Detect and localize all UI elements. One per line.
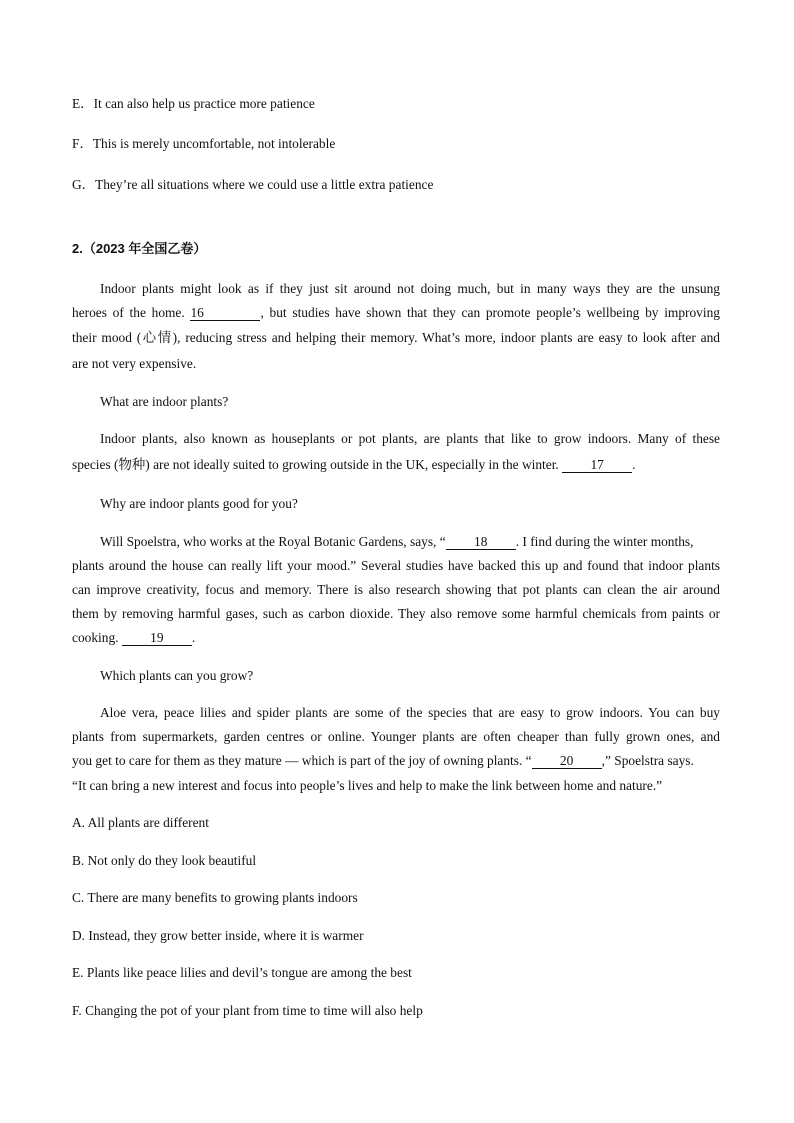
option-text: This is merely uncomfortable, not intolerable <box>92 136 336 151</box>
blank-19[interactable]: 19 <box>122 631 192 646</box>
passage-line: Indoor plants might look as if they just sit around not doing much, but in many ways they are the unsung <box>100 281 720 296</box>
option-text: They’re all situations where we could use a little extra patience <box>95 177 434 192</box>
passage-line: can improve creativity, focus and memory. There is also research showing that pot plants can clean the air around <box>72 582 720 597</box>
option-b: B. Not only do they look beautiful <box>72 853 257 868</box>
option-d: D. Instead, they grow better inside, where it is warmer <box>72 928 364 943</box>
passage-line: them by removing harmful gases, such as carbon dioxide. They also remove some harmful chemicals from paints or <box>72 606 720 621</box>
passage-line: you get to care for them as they mature — which is part of the joy of owning plants. “ 20 ,” Spoelstra says. <box>72 753 694 768</box>
passage-line: Will Spoelstra, who works at the Royal Botanic Gardens, says, “ 18 . I find during the winter months, <box>100 534 694 549</box>
question-heading <box>72 240 206 258</box>
passage-line: plants around the house can really lift your mood.” Several studies have backed this up and found that indoor plants <box>72 558 720 573</box>
blank-16[interactable]: 16 <box>190 306 260 321</box>
passage-line: Aloe vera, peace lilies and spider plants are some of the species that are easy to grow indoors. You can buy <box>100 705 720 720</box>
prev-option-e <box>72 95 315 113</box>
option-f: F. Changing the pot of your plant from time to time will also help <box>72 1003 423 1018</box>
blank-20[interactable]: 20 <box>532 754 602 769</box>
blank-17[interactable]: 17 <box>562 458 632 473</box>
passage-line: Indoor plants, also known as houseplants or pot plants, are plants that like to grow indoors. Many of these <box>100 431 720 446</box>
prev-option-f <box>72 135 335 153</box>
blank-18[interactable]: 18 <box>446 535 516 550</box>
option-letter: F． <box>72 136 93 151</box>
passage-line: are not very expensive. <box>72 356 197 371</box>
option-a: A. All plants are different <box>72 815 209 830</box>
option-text: It can also help us practice more patience <box>93 96 315 111</box>
passage-line: species (物种) are not ideally suited to growing outside in the UK, especially in the winter. 17 . <box>72 457 636 472</box>
option-c: C. There are many benefits to growing plants indoors <box>72 890 358 905</box>
passage-line: heroes of the home. 16 , but studies have shown that they can promote people’s wellbeing by improving <box>72 305 720 320</box>
passage-line: cooking. 19 . <box>72 630 196 645</box>
option-e: E. Plants like peace lilies and devil’s tongue are among the best <box>72 965 412 980</box>
passage-line: their mood (心情), reducing stress and helping their memory. What’s more, indoor plants are easy to look after and <box>72 330 720 345</box>
section-heading: Which plants can you grow? <box>100 668 254 683</box>
question-source: （2023 年全国乙卷） <box>82 241 207 256</box>
section-heading: Why are indoor plants good for you? <box>100 496 298 511</box>
option-letter: G． <box>72 177 96 192</box>
section-heading: What are indoor plants? <box>100 394 229 409</box>
passage-line: “It can bring a new interest and focus into people’s lives and help to make the link between home and nature.” <box>72 778 663 793</box>
question-number: 2. <box>72 241 83 256</box>
passage-line: plants from supermarkets, garden centres or online. Younger plants are often cheaper than fully grown ones, and <box>72 729 720 744</box>
option-letter: E． <box>72 96 94 111</box>
prev-option-g <box>72 176 433 194</box>
